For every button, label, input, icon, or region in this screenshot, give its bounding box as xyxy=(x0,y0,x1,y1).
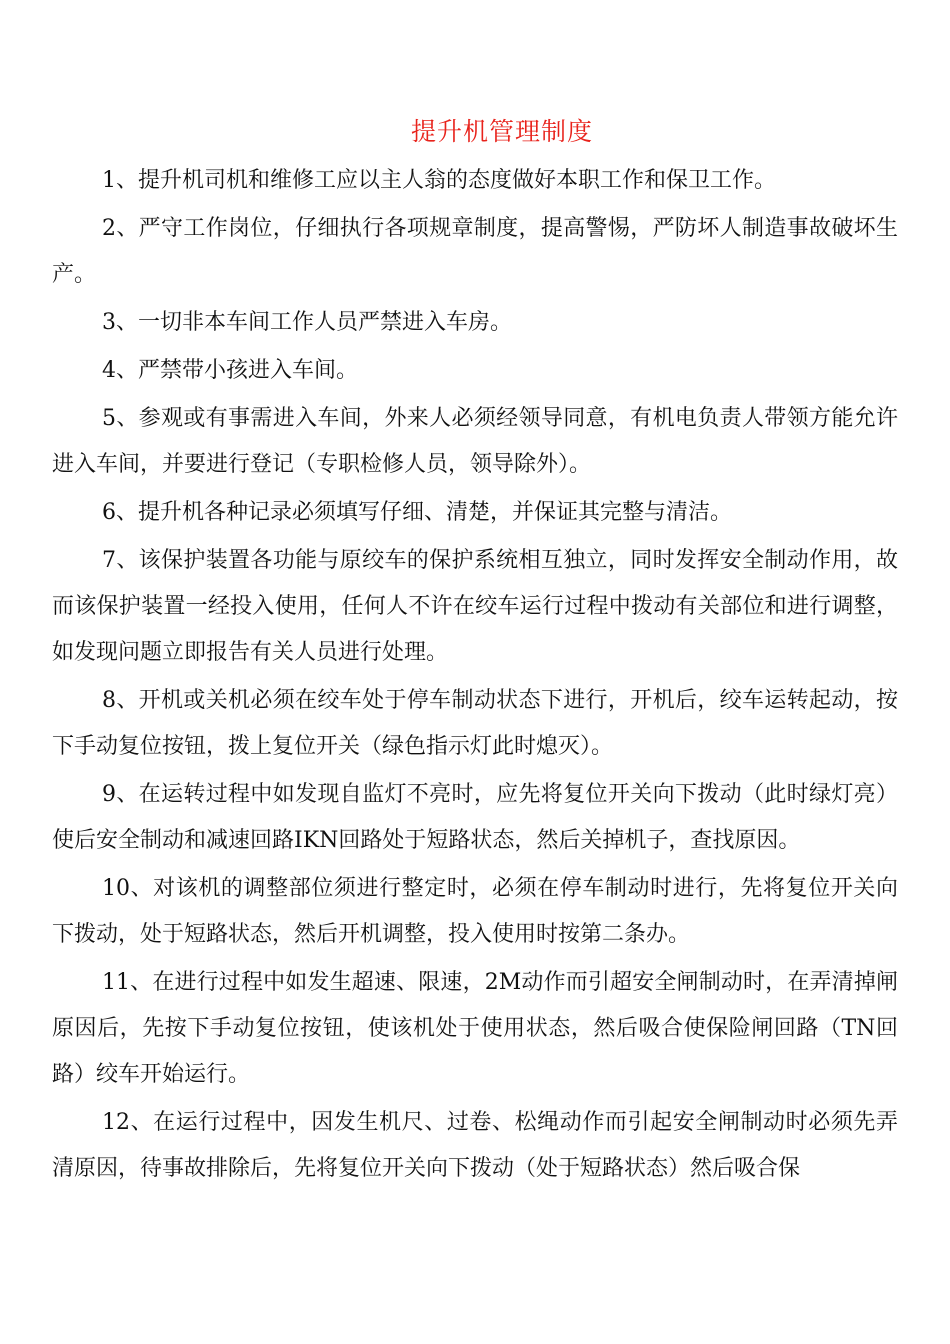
document-body xyxy=(52,158,898,1194)
rule-paragraph-9: 9、在运转过程中如发现自监灯不亮时，应先将复位开关向下拨动（此时绿灯亮）使后安全制动和减速回路IKN回路处于短路状态，然后关掉机子，查找原因。 xyxy=(52,782,898,853)
rule-paragraph-6: 6、提升机各种记录必须填写仔细、清楚，并保证其完整与清洁。 xyxy=(102,500,732,525)
rule-paragraph-11: 11、在进行过程中如发生超速、限速，2M动作而引超安全闸制动时，在弄清掉闸原因后，先按下手动复位按钮，使该机处于使用状态，然后吸合使保险闸回路（TN回路）绞车开始运行。 xyxy=(52,970,898,1087)
document-title: 提升机管理制度 xyxy=(410,117,593,146)
rule-paragraph-3: 3、一切非本车间工作人员严禁进入车房。 xyxy=(102,310,512,335)
rule-paragraph-2: 2、严守工作岗位，仔细执行各项规章制度，提高警惕，严防坏人制造事故破坏生产。 xyxy=(52,216,898,287)
rule-paragraph-10: 10、对该机的调整部位须进行整定时，必须在停车制动时进行，先将复位开关向下拨动，处于短路状态，然后开机调整，投入使用时按第二条办。 xyxy=(52,876,898,947)
rule-paragraph-12: 12、在运行过程中，因发生机尺、过卷、松绳动作而引起安全闸制动时必须先弄清原因，待事故排除后，先将复位开关向下拨动（处于短路状态）然后吸合保 xyxy=(52,1110,898,1181)
rule-paragraph-4: 4、严禁带小孩进入车间。 xyxy=(102,358,358,383)
rule-paragraph-5: 5、参观或有事需进入车间，外来人必须经领导同意，有机电负责人带领方能允许进入车间，并要进行登记（专职检修人员，领导除外）。 xyxy=(52,406,898,477)
rule-paragraph-7: 7、该保护装置各功能与原绞车的保护系统相互独立，同时发挥安全制动作用，故而该保护装置一经投入使用，任何人不许在绞车运行过程中拨动有关部位和进行调整，如发现问题立即报告有关人员进行处理。 xyxy=(52,548,898,665)
rule-paragraph-1: 1、提升机司机和维修工应以主人翁的态度做好本职工作和保卫工作。 xyxy=(102,168,776,193)
rule-paragraph-8: 8、开机或关机必须在绞车处于停车制动状态下进行，开机后，绞车运转起动，按下手动复位按钮，拨上复位开关（绿色指示灯此时熄灭）。 xyxy=(52,688,898,759)
